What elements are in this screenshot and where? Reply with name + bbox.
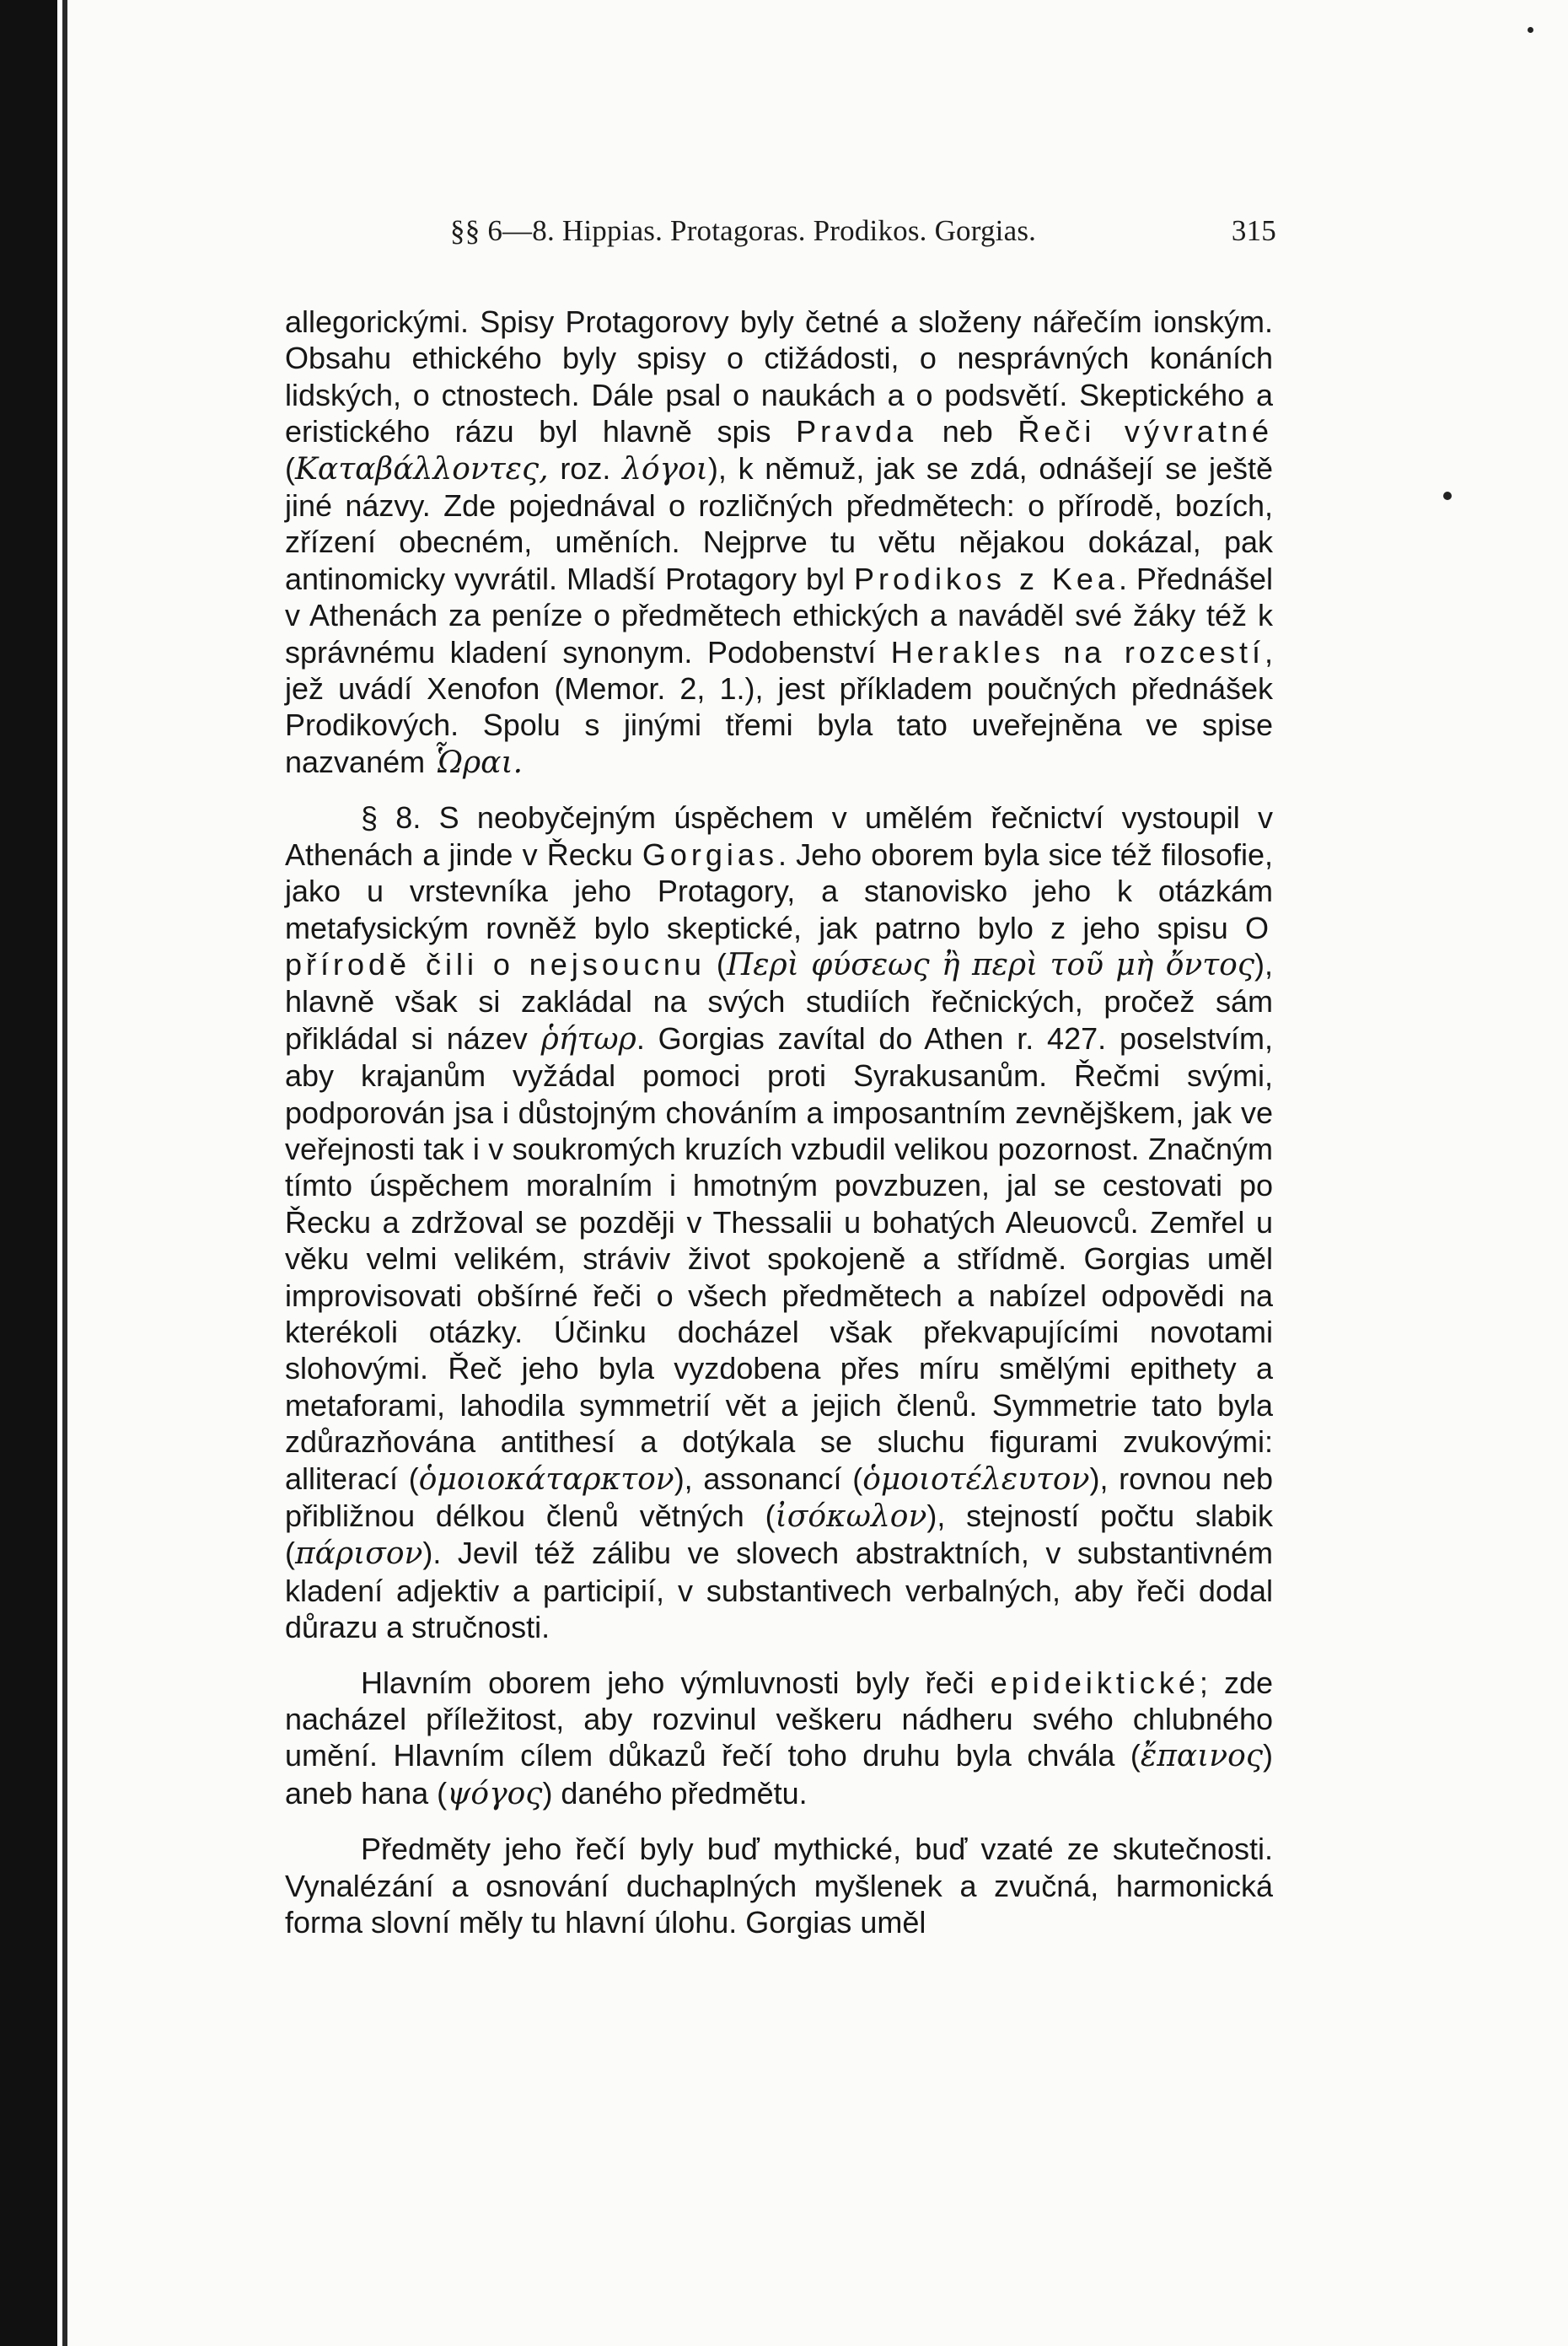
body-text [285,304,1273,1940]
header-title: §§ 6—8. Hippias. Protagoras. Prodikos. Gorgias. [450,214,1037,247]
text-run: § 8. S neobyčejným úspěchem v umělém řečnictví vystoupil v Athenách a jinde v Řecku [285,800,1273,872]
text-run: Hlavním oborem jeho výmluvnosti byly řeči [361,1665,991,1700]
greek-term: ὁμοιοτέλευτον [862,1461,1090,1497]
text-run: ), hlavně však si zakládal na svých studiích řečnických, pročež sám přikládal si název [285,946,1274,1056]
greek-term: ἰσόκωλον [775,1499,927,1534]
paragraph [285,1831,1273,1940]
text-run: ) daného předmětu. [542,1775,808,1811]
text-run: , jež uvádí Xenofon (Memor. 2, 1.), jest příkladem poučných přednášek Prodikových. Spolu s jinými třemi byla tato uveřejněna ve spise nazvaném [285,634,1273,779]
text-run: ; zde nacházel příležitost, aby rozvinul veškeru nádheru svého chlubného umění. Hlavním cílem důkazů řečí toho druhu byla chvála ( [285,1665,1274,1773]
text-run: Předměty jeho řečí byly buď mythické, buď vzaté ze skutečnosti. Vynalézání a osnování duchaplných myšlenek a zvučná, harmonická forma slovní měly tu hlavní úlohu. Gorgias uměl [285,1832,1273,1940]
text-run: neb [917,414,1018,449]
greek-term: ῥήτωρ [540,1021,636,1057]
text-run: roz. [548,450,623,486]
page-number: 315 [1231,214,1276,247]
greek-term: ὁμοιοκάταρκτον [418,1461,674,1497]
greek-term: Περὶ φύσεως ἢ περὶ τοῦ μὴ ὄντος [726,947,1255,982]
text-run: ), assonancí ( [674,1461,863,1496]
emphasized-term: epideiktické [990,1665,1200,1700]
emphasized-term: Herakles na rozcestí [890,634,1265,670]
emphasized-term: O přírodě čili o nejsoucnu [285,910,1273,982]
greek-term: ἔπαινος [1140,1739,1263,1774]
scan-speck [1443,492,1452,500]
text-run: ) aneb hana ( [285,1738,1273,1811]
greek-term: Καταβάλλοντες, [295,451,549,487]
greek-term: λόγοι [622,451,708,487]
text-run: ), k němuž, jak se zdá, odnášejí se ještě jiné názvy. Zde pojednával o rozličných předmětech: o přírodě, bozích, zřízení obecném, uměních. Nejprve tu větu nějakou dokázal, pak antinomicky vyvrátil. Mladší Protagory byl [285,450,1273,596]
scan-speck [1528,27,1533,33]
text-run: ), rovnou neb přibližnou délkou členů větných ( [285,1461,1273,1533]
scan-edge-left [0,0,57,2346]
emphasized-term: Pravda [796,414,918,449]
text-run: . Jeho oborem byla sice též filosofie, jako u vrstevníka jeho Protagory, a stanovisko jeho k otázkám metafysickým rovněž bylo skeptické, jak patrno bylo z jeho spisu [285,837,1273,945]
paragraph [285,304,1273,781]
text-run: ). Jevil též zálibu ve slovech abstraktních, v substantivném kladení adjektiv a participií, v substantivech verbalných, aby řeči dodal důrazu a stručnosti. [285,1536,1273,1645]
emphasized-term: Prodikos z Kea [853,561,1119,596]
emphasized-term: Gorgias [642,837,778,872]
paragraph [285,799,1273,1645]
paragraph [285,1665,1273,1813]
greek-term: ψόγος [447,1776,543,1811]
text-run: . Přednášel v Athenách za peníze o předmětech ethických a naváděl své žáky též k správnému kladení synonym. Podobenství [285,561,1274,670]
greek-term: πάρισον [295,1536,423,1572]
text-run: allegorickými. Spisy Protagorovy byly četné a složeny nářečím ionským. Obsahu ethického byly spisy o ctižádosti, o nesprávných konáních lidských, o ctnostech. Dále psal o naukách a o podsvětí. Skeptického a eristického rázu byl hlavně spis [285,304,1273,449]
text-run: ( [705,946,727,982]
text-run: . Gorgias zavítal do Athen r. 427. poselstvím, aby krajanům vyžádal pomoci proti Syrakusanům. Řečmi svými, podporován jsa i důstojným chováním a imposantním zevnějškem, jak ve veřejnosti tak i v soukromých kruzích vzbudil velikou pozornost. Značným tímto úspěchem moralním i hmotným povzbuzen, jal se cestovati po Řecku a zdržoval se později v Thessalii u bohatých Aleuovců. Zemřel u věku velmi velikém, stráviv život spokojeně a střídmě. Gorgias uměl improvisovati obšírné řeči o všech předmětech a nabízel odpovědi na kterékoli otázky. Účinku docházel však překvapujícími novotami slohovými. Řeč jeho byla vyzdobena přes míru smělými epithety a metaforami, lahodila symmetrií vět a jejich členů. Symmetrie tato byla zdůrazňována antithesí a dotýkala se sluchu figurami zvukovými: alliterací ( [285,1020,1274,1496]
running-header [450,214,1276,248]
text-run: ), stejností počtu slabik ( [285,1499,1273,1571]
text-run: ( [285,450,295,486]
emphasized-term: Řeči vývratné [1018,414,1273,449]
greek-term: Ὧραι. [433,745,524,780]
